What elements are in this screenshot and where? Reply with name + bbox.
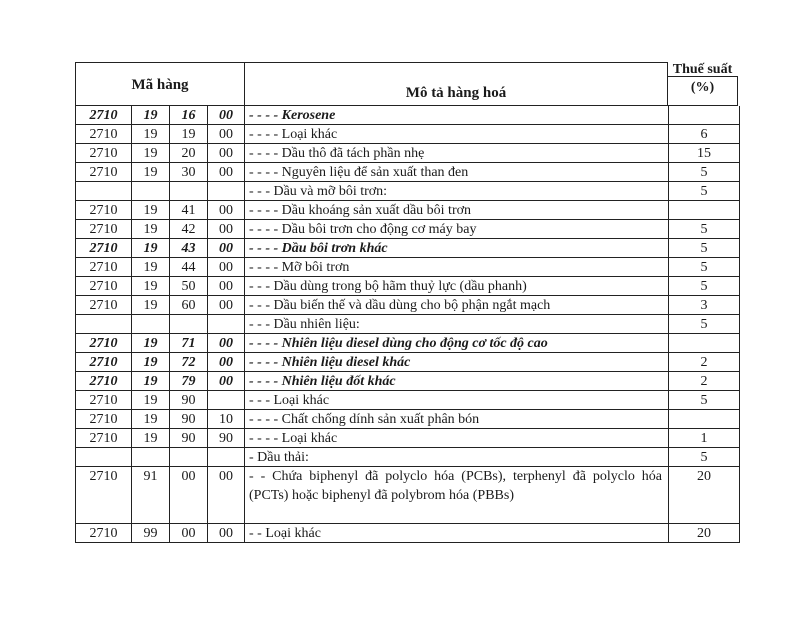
description-cell: - - - - Loại khác xyxy=(245,429,668,448)
description-cell: - - - - Nhiên liệu diesel dùng cho động cơ tốc độ cao xyxy=(245,334,668,353)
table-row xyxy=(75,201,740,220)
code-cell-c3: 16 xyxy=(170,106,208,125)
header-rate xyxy=(668,62,738,106)
table-row xyxy=(75,429,740,448)
table-row xyxy=(75,144,740,163)
description-cell: - - - - Nguyên liệu để sản xuất than đen xyxy=(245,163,668,182)
rate-cell: 5 xyxy=(668,448,740,467)
code-cell-c1: 2710 xyxy=(75,391,132,410)
code-cell-c4: 00 xyxy=(208,201,245,220)
code-cell-c4 xyxy=(208,391,245,410)
code-cell-c2: 19 xyxy=(132,391,170,410)
code-cell-c3: 90 xyxy=(170,391,208,410)
code-cell-c3: 90 xyxy=(170,410,208,429)
code-cell-c3: 00 xyxy=(170,524,208,543)
table-row xyxy=(75,106,740,125)
code-cell-c1 xyxy=(75,315,132,334)
code-cell-c2: 19 xyxy=(132,296,170,315)
code-cell-c3 xyxy=(170,182,208,201)
description-cell: - - - - Kerosene xyxy=(245,106,668,125)
description-cell: - - - - Loại khác xyxy=(245,125,668,144)
description-cell: - - - - Dầu bôi trơn cho động cơ máy bay xyxy=(245,220,668,239)
code-cell-c2 xyxy=(132,315,170,334)
code-cell-c1: 2710 xyxy=(75,163,132,182)
code-cell-c1: 2710 xyxy=(75,353,132,372)
code-cell-c4: 00 xyxy=(208,334,245,353)
table-row xyxy=(75,277,740,296)
code-cell-c1: 2710 xyxy=(75,125,132,144)
code-cell-c4: 00 xyxy=(208,258,245,277)
code-cell-c2: 19 xyxy=(132,144,170,163)
description-cell: - - Chứa biphenyl đã polyclo hóa (PCBs), terphenyl đã polyclo hóa (PCTs) hoặc biphenyl đã polybrom hóa (PBBs) xyxy=(245,467,668,524)
code-cell-c1: 2710 xyxy=(75,372,132,391)
code-cell-c1: 2710 xyxy=(75,334,132,353)
code-cell-c3: 19 xyxy=(170,125,208,144)
rate-cell: 2 xyxy=(668,353,740,372)
rate-cell: 5 xyxy=(668,315,740,334)
header-rate-label: Thuế suất xyxy=(672,62,733,77)
code-cell-c4: 00 xyxy=(208,144,245,163)
code-cell-c4 xyxy=(208,448,245,467)
code-cell-c2: 19 xyxy=(132,239,170,258)
code-cell-c1: 2710 xyxy=(75,429,132,448)
code-cell-c2: 19 xyxy=(132,258,170,277)
table-row xyxy=(75,391,740,410)
code-cell-c4: 00 xyxy=(208,220,245,239)
code-cell-c1: 2710 xyxy=(75,239,132,258)
code-cell-c4: 00 xyxy=(208,163,245,182)
code-cell-c3: 41 xyxy=(170,201,208,220)
table-row xyxy=(75,239,740,258)
code-cell-c3: 60 xyxy=(170,296,208,315)
rate-cell xyxy=(668,201,740,220)
code-cell-c3 xyxy=(170,448,208,467)
code-cell-c3: 79 xyxy=(170,372,208,391)
code-cell-c2: 99 xyxy=(132,524,170,543)
code-cell-c2: 91 xyxy=(132,467,170,524)
description-cell: - Dầu thải: xyxy=(245,448,668,467)
rate-cell: 15 xyxy=(668,144,740,163)
code-cell-c4: 00 xyxy=(208,296,245,315)
description-cell: - - - - Dầu thô đã tách phần nhẹ xyxy=(245,144,668,163)
table-row xyxy=(75,524,740,543)
description-cell: - - - - Dầu bôi trơn khác xyxy=(245,239,668,258)
code-cell-c2: 19 xyxy=(132,201,170,220)
code-cell-c3: 50 xyxy=(170,277,208,296)
rate-cell xyxy=(668,334,740,353)
code-cell-c2 xyxy=(132,182,170,201)
description-cell: - - - - Mỡ bôi trơn xyxy=(245,258,668,277)
code-cell-c3: 42 xyxy=(170,220,208,239)
code-cell-c1: 2710 xyxy=(75,524,132,543)
code-cell-c1: 2710 xyxy=(75,277,132,296)
code-cell-c4: 90 xyxy=(208,429,245,448)
description-cell: - - - - Nhiên liệu diesel khác xyxy=(245,353,668,372)
rate-cell xyxy=(668,106,740,125)
rate-cell: 6 xyxy=(668,125,740,144)
code-cell-c2 xyxy=(132,448,170,467)
code-cell-c2: 19 xyxy=(132,125,170,144)
code-cell-c1: 2710 xyxy=(75,258,132,277)
code-cell-c1: 2710 xyxy=(75,220,132,239)
description-cell: - - - Dầu nhiên liệu: xyxy=(245,315,668,334)
table-row xyxy=(75,315,740,334)
code-cell-c2: 19 xyxy=(132,334,170,353)
rate-cell: 3 xyxy=(668,296,740,315)
code-cell-c1: 2710 xyxy=(75,106,132,125)
code-cell-c3: 43 xyxy=(170,239,208,258)
code-cell-c2: 19 xyxy=(132,410,170,429)
table-row xyxy=(75,182,740,201)
code-cell-c4: 00 xyxy=(208,125,245,144)
table-row xyxy=(75,448,740,467)
code-cell-c2: 19 xyxy=(132,429,170,448)
code-cell-c3: 44 xyxy=(170,258,208,277)
description-cell: - - Loại khác xyxy=(245,524,668,543)
description-cell: - - - - Chất chống dính sản xuất phân bón xyxy=(245,410,668,429)
code-cell-c1: 2710 xyxy=(75,467,132,524)
rate-cell: 5 xyxy=(668,182,740,201)
rate-cell: 5 xyxy=(668,258,740,277)
rate-cell: 5 xyxy=(668,391,740,410)
rate-cell: 1 xyxy=(668,429,740,448)
code-cell-c4: 00 xyxy=(208,372,245,391)
header-code: Mã hàng xyxy=(75,62,245,106)
description-cell: - - - Loại khác xyxy=(245,391,668,410)
table-row xyxy=(75,296,740,315)
code-cell-c2: 19 xyxy=(132,372,170,391)
code-cell-c2: 19 xyxy=(132,163,170,182)
code-cell-c1: 2710 xyxy=(75,201,132,220)
table-row xyxy=(75,258,740,277)
code-cell-c3: 71 xyxy=(170,334,208,353)
code-cell-c1: 2710 xyxy=(75,296,132,315)
code-cell-c3: 30 xyxy=(170,163,208,182)
code-cell-c1 xyxy=(75,182,132,201)
description-cell: - - - Dầu dùng trong bộ hãm thuỷ lực (dầu phanh) xyxy=(245,277,668,296)
rate-cell: 5 xyxy=(668,220,740,239)
code-cell-c4: 00 xyxy=(208,277,245,296)
code-cell-c1: 2710 xyxy=(75,410,132,429)
code-cell-c2: 19 xyxy=(132,277,170,296)
table-row xyxy=(75,125,740,144)
code-cell-c3: 72 xyxy=(170,353,208,372)
table-row xyxy=(75,372,740,391)
table-row xyxy=(75,334,740,353)
table-row xyxy=(75,353,740,372)
code-cell-c4: 10 xyxy=(208,410,245,429)
code-cell-c4: 00 xyxy=(208,467,245,524)
code-cell-c4: 00 xyxy=(208,353,245,372)
code-cell-c4 xyxy=(208,182,245,201)
description-cell: - - - Dầu biến thế và dầu dùng cho bộ phận ngắt mạch xyxy=(245,296,668,315)
code-cell-c4: 00 xyxy=(208,239,245,258)
code-cell-c2: 19 xyxy=(132,106,170,125)
rate-cell: 20 xyxy=(668,524,740,543)
description-cell: - - - Dầu và mỡ bôi trơn: xyxy=(245,182,668,201)
code-cell-c1: 2710 xyxy=(75,144,132,163)
code-cell-c3 xyxy=(170,315,208,334)
rate-cell: 5 xyxy=(668,163,740,182)
code-cell-c2: 19 xyxy=(132,220,170,239)
header-rate-unit: (%) xyxy=(690,80,715,95)
table-row xyxy=(75,220,740,239)
code-cell-c1 xyxy=(75,448,132,467)
code-cell-c3: 90 xyxy=(170,429,208,448)
rate-cell xyxy=(668,410,740,429)
description-cell: - - - - Nhiên liệu đốt khác xyxy=(245,372,668,391)
table-row xyxy=(75,467,740,524)
description-cell: - - - - Dầu khoáng sản xuất dầu bôi trơn xyxy=(245,201,668,220)
rate-cell: 5 xyxy=(668,277,740,296)
code-cell-c4 xyxy=(208,315,245,334)
rate-cell: 2 xyxy=(668,372,740,391)
code-cell-c4: 00 xyxy=(208,524,245,543)
code-cell-c4: 00 xyxy=(208,106,245,125)
table-row xyxy=(75,410,740,429)
code-cell-c2: 19 xyxy=(132,353,170,372)
rate-cell: 20 xyxy=(668,467,740,524)
code-cell-c3: 00 xyxy=(170,467,208,524)
code-cell-c3: 20 xyxy=(170,144,208,163)
table-row xyxy=(75,163,740,182)
rate-cell: 5 xyxy=(668,239,740,258)
header-description: Mô tả hàng hoá xyxy=(245,62,668,106)
